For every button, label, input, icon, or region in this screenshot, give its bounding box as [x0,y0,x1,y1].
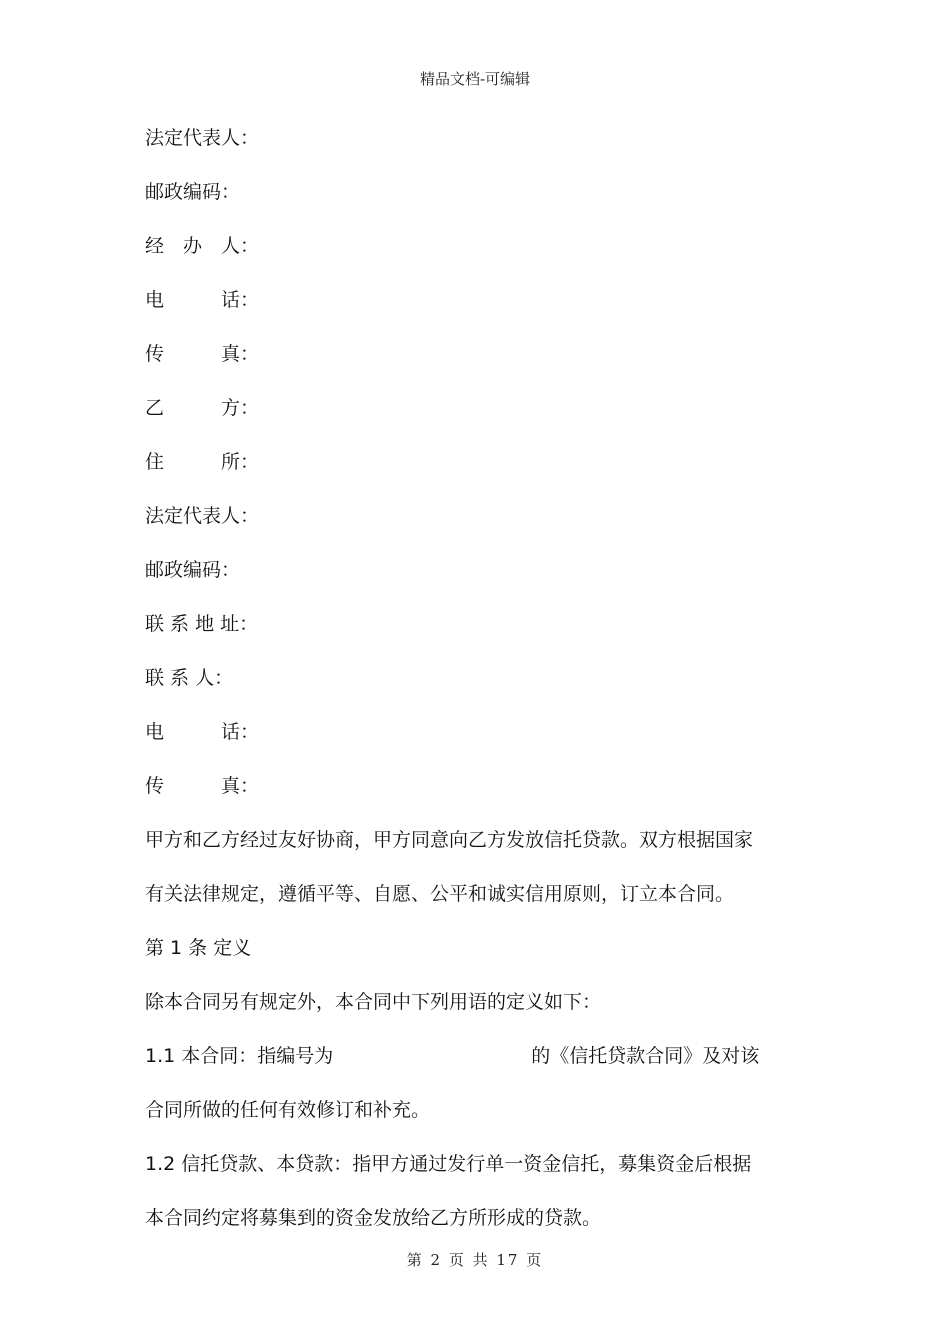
field-handler-a: 经 办 人： [145,235,260,257]
field-fax-b: 传 真： [145,775,260,797]
item-1-1-suffix: 的《信托贷款合同》及对该 [531,1045,760,1067]
field-postcode-b: 邮政编码： [145,559,241,581]
item-1-1 [145,1029,810,1083]
page-header: 精品文档-可编辑 [419,70,531,88]
intro-line-1: 甲方和乙方经过友好协商，甲方同意向乙方发放信托贷款。双方根据国家 [145,829,754,851]
document-body [145,111,810,1245]
field-address-b: 住 所： [145,451,260,473]
item-1-2-continued: 本合同约定将募集到的资金发放给乙方所形成的贷款。 [145,1207,602,1229]
item-1-1-continued: 合同所做的任何有效修订和补充。 [145,1099,431,1121]
field-legal-rep-a: 法定代表人： [145,127,260,149]
field-postcode-a: 邮政编码： [145,181,241,203]
field-fax-a: 传 真： [145,343,260,365]
field-phone-b: 电 话： [145,721,260,743]
item-1-2: 1.2 信托贷款、本贷款：指甲方通过发行单一资金信托，募集资金后根据 [145,1153,752,1175]
field-phone-a: 电 话： [145,289,260,311]
field-party-b: 乙 方： [145,397,260,419]
page-footer: 第 2 页 共 17 页 [406,1251,544,1269]
item-1-1-prefix: 1.1 本合同：指编号为 [145,1045,334,1067]
article-1-title: 第 1 条 定义 [145,937,252,959]
field-legal-rep-b: 法定代表人： [145,505,260,527]
field-contact-person-b: 联 系 人： [145,667,234,689]
article-1-intro: 除本合同另有规定外，本合同中下列用语的定义如下： [145,991,602,1013]
intro-line-2: 有关法律规定，遵循平等、自愿、公平和诚实信用原则，订立本合同。 [145,883,735,905]
field-contact-address-b: 联 系 地 址： [145,613,259,635]
